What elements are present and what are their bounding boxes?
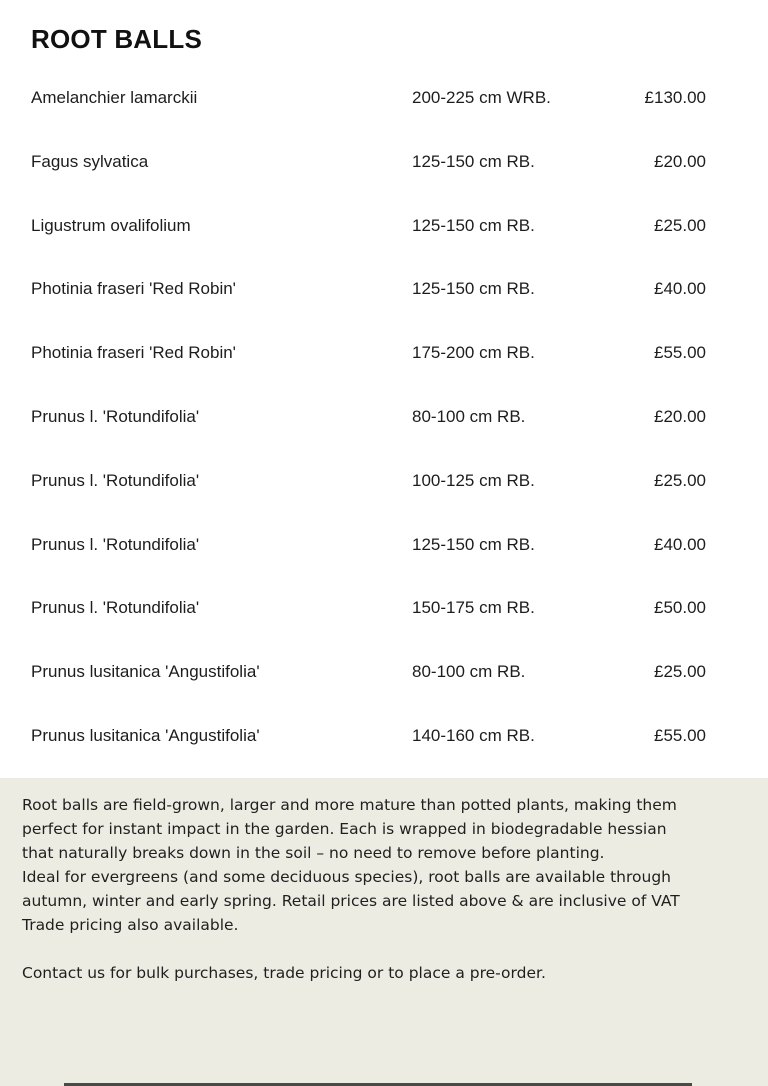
plant-price: £25.00 bbox=[654, 662, 706, 682]
plant-name: Prunus l. 'Rotundifolia' bbox=[31, 470, 200, 490]
para-line: Ideal for evergreens (and some deciduous species), root balls are available through bbox=[22, 868, 671, 886]
plant-size: 100-125 cm RB. bbox=[412, 470, 535, 490]
info-panel bbox=[0, 778, 768, 1086]
price-row bbox=[31, 535, 706, 599]
plant-price: £55.00 bbox=[654, 343, 706, 363]
plant-size: 80-100 cm RB. bbox=[412, 406, 526, 426]
price-row bbox=[31, 152, 706, 216]
plant-name: Photinia fraseri 'Red Robin' bbox=[31, 343, 236, 363]
price-row bbox=[31, 343, 706, 407]
price-list bbox=[31, 88, 706, 790]
plant-price: £25.00 bbox=[654, 215, 706, 235]
plant-name: Prunus lusitanica 'Angustifolia' bbox=[31, 662, 260, 682]
plant-name: Prunus l. 'Rotundifolia' bbox=[31, 598, 200, 618]
para-line bbox=[22, 937, 752, 961]
price-row bbox=[31, 88, 706, 152]
plant-size: 140-160 cm RB. bbox=[412, 725, 535, 745]
plant-name: Prunus lusitanica 'Angustifolia' bbox=[31, 725, 260, 745]
plant-size: 125-150 cm RB. bbox=[412, 534, 535, 554]
plant-name: Amelanchier lamarckii bbox=[31, 88, 198, 107]
plant-size: 175-200 cm RB. bbox=[412, 343, 535, 363]
info-paragraph bbox=[22, 793, 752, 985]
para-line: Contact us for bulk purchases, trade pricing or to place a pre-order. bbox=[22, 964, 546, 982]
plant-price: £25.00 bbox=[654, 470, 706, 490]
plant-name: Photinia fraseri 'Red Robin' bbox=[31, 279, 236, 299]
price-row bbox=[31, 471, 706, 535]
para-line: Root balls are field-grown, larger and more mature than potted plants, making them bbox=[22, 796, 677, 814]
plant-price: £130.00 bbox=[644, 88, 706, 107]
plant-price: £20.00 bbox=[654, 151, 706, 171]
para-line: perfect for instant impact in the garden. Each is wrapped in biodegradable hessian bbox=[22, 820, 667, 838]
price-row bbox=[31, 662, 706, 726]
page-title: ROOT BALLS bbox=[31, 24, 202, 54]
plant-name: Prunus l. 'Rotundifolia' bbox=[31, 534, 200, 554]
plant-price: £20.00 bbox=[654, 406, 706, 426]
plant-size: 125-150 cm RB. bbox=[412, 151, 535, 171]
plant-name: Ligustrum ovalifolium bbox=[31, 215, 191, 235]
para-line: autumn, winter and early spring. Retail prices are listed above & are inclusive of VAT bbox=[22, 892, 680, 910]
price-row bbox=[31, 279, 706, 343]
plant-size: 125-150 cm RB. bbox=[412, 279, 535, 299]
para-line: Trade pricing also available. bbox=[22, 916, 239, 934]
plant-size: 200-225 cm WRB. bbox=[412, 88, 551, 107]
price-row bbox=[31, 216, 706, 280]
plant-price: £40.00 bbox=[654, 534, 706, 554]
plant-name: Prunus l. 'Rotundifolia' bbox=[31, 406, 200, 426]
para-line: that naturally breaks down in the soil – no need to remove before planting. bbox=[22, 844, 605, 862]
price-row bbox=[31, 407, 706, 471]
plant-size: 150-175 cm RB. bbox=[412, 598, 535, 618]
plant-size: 80-100 cm RB. bbox=[412, 662, 526, 682]
plant-price: £55.00 bbox=[654, 725, 706, 745]
plant-price: £50.00 bbox=[654, 598, 706, 618]
plant-price: £40.00 bbox=[654, 279, 706, 299]
plant-size: 125-150 cm RB. bbox=[412, 215, 535, 235]
plant-name: Fagus sylvatica bbox=[31, 151, 149, 171]
price-row bbox=[31, 598, 706, 662]
